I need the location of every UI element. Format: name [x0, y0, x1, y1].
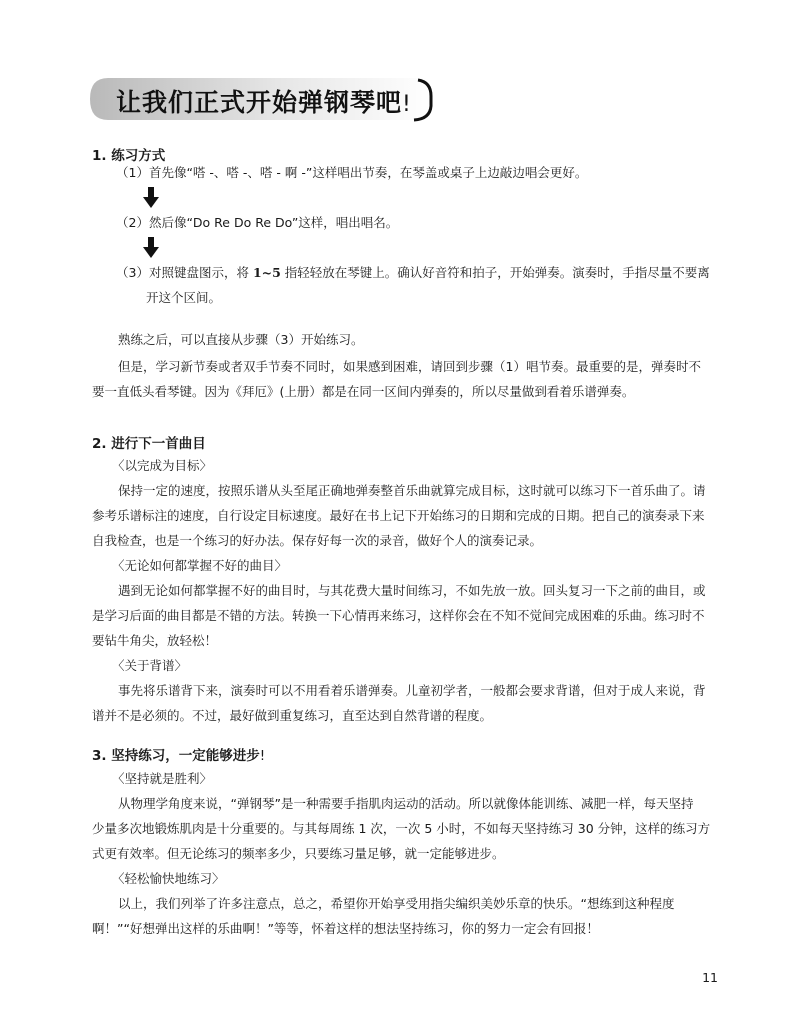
step-3-continued: 开这个区间。 — [146, 290, 222, 305]
subheading: 〈无论如何都掌握不好的曲目〉 — [112, 558, 288, 573]
title-banner — [88, 76, 433, 122]
step-3: （3）对照键盘图示，将 1~5 指轻轻放在琴键上。确认好音符和拍子，开始弹奏。演奏时，手指尽量不要离 — [116, 265, 710, 280]
paragraph: 熟练之后，可以直接从步骤（3）开始练习。 — [118, 332, 364, 347]
section-heading-practice-method: 1. 练习方式 — [92, 148, 166, 164]
subheading: 〈坚持就是胜利〉 — [112, 771, 213, 786]
paragraph: 以上，我们列举了许多注意点，总之，希望你开始享受用指尖编织美妙乐章的快乐。“想练到这种程度 — [118, 896, 675, 911]
paragraph: 遇到无论如何都掌握不好的曲目时，与其花费大量时间练习，不如先放一放。回头复习一下之前的曲目，或 — [118, 583, 706, 598]
paragraph: 事先将乐谱背下来，演奏时可以不用看着乐谱弹奏。儿童初学者，一般都会要求背谱，但对于成人来说，背 — [118, 683, 706, 698]
page-title: 让我们正式开始弹钢琴吧! — [116, 88, 412, 117]
section-heading-next-piece: 2. 进行下一首曲目 — [92, 436, 206, 452]
page-number: 11 — [702, 970, 718, 985]
paragraph: 谱并不是必须的。不过，最好做到重复练习，直至达到自然背谱的程度。 — [92, 708, 493, 723]
down-arrow-icon — [143, 187, 159, 209]
paragraph: 从物理学角度来说，“弹钢琴”是一种需要手指肌肉运动的活动。所以就像体能训练、减肥一样，每天坚持 — [118, 796, 694, 811]
step-2: （2）然后像“Do Re Do Re Do”这样，唱出唱名。 — [116, 215, 399, 230]
subheading: 〈轻松愉快地练习〉 — [112, 871, 225, 886]
paragraph: 自我检查，也是一个练习的好办法。保存好每一次的录音，做好个人的演奏记录。 — [92, 533, 543, 548]
paragraph: 是学习后面的曲目都是不错的方法。转换一下心情再来练习，这样你会在不知不觉间完成困难的乐曲。练习时不 — [92, 608, 705, 623]
paragraph: 参考乐谱标注的速度，自行设定目标速度。最好在书上记下开始练习的日期和完成的日期。把自己的演奏录下来 — [92, 508, 705, 523]
section-heading-keep-practicing: 3. 坚持练习，一定能够进步! — [92, 748, 266, 764]
paragraph: 少量多次地锻炼肌肉是十分重要的。与其每周练 1 次，一次 5 小时，不如每天坚持练习 30 分钟，这样的练习方 — [92, 821, 711, 836]
paragraph: 要钻牛角尖，放轻松！ — [92, 633, 218, 648]
step-1: （1）首先像“嗒 -、嗒 -、嗒 - 啊 -”这样唱出节奏，在琴盖或桌子上边敲边唱会更好。 — [116, 165, 588, 180]
paragraph: 保持一定的速度，按照乐谱从头至尾正确地弹奏整首乐曲就算完成目标，这时就可以练习下一首乐曲了。请 — [118, 483, 706, 498]
subheading: 〈关于背谱〉 — [112, 658, 188, 673]
down-arrow-icon — [143, 237, 159, 259]
paragraph: 要一直低头看琴键。因为《拜厄》(上册）都是在同一区间内弹奏的，所以尽量做到看着乐谱弹奏。 — [92, 384, 635, 399]
paragraph: 但是，学习新节奏或者双手节奏不同时，如果感到困难，请回到步骤（1）唱节奏。最重要的是，弹奏时不 — [118, 359, 701, 374]
subheading: 〈以完成为目标〉 — [112, 458, 213, 473]
paragraph: 式更有效率。但无论练习的频率多少，只要练习量足够，就一定能够进步。 — [92, 846, 505, 861]
paragraph: 啊！”“好想弹出这样的乐曲啊！”等等，怀着这样的想法坚持练习，你的努力一定会有回报！ — [92, 921, 599, 936]
